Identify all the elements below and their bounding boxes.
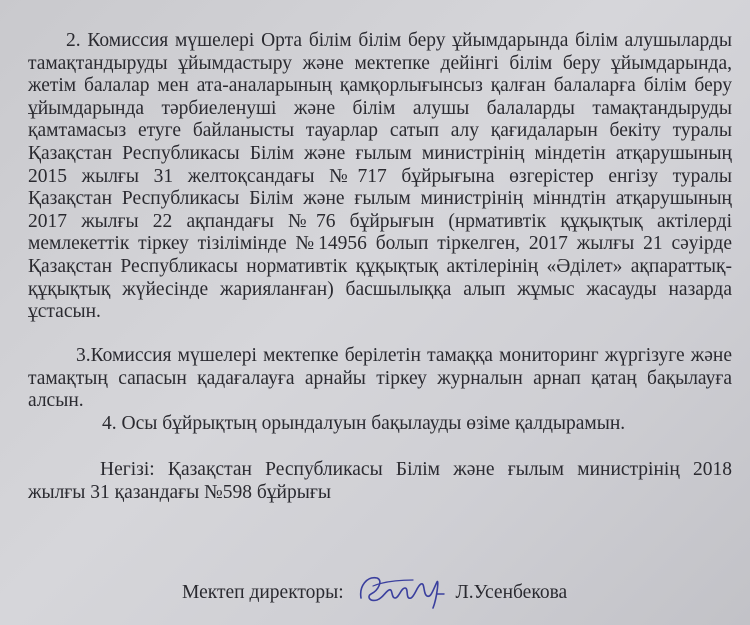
handwritten-signature — [353, 568, 445, 612]
paragraph-4: 4. Осы бұйрықтың орындалуын бақылауды өзіме қалдырамын. — [102, 413, 626, 434]
signature-block — [182, 568, 567, 612]
signatory-name: Л.Усенбекова — [455, 582, 568, 603]
signature-title: Мектеп директоры: — [182, 582, 344, 603]
paragraph-2: 2. Комиссия мүшелері Орта білім білім беру ұйымдарында білім алушыларды тамақтандыруды ұйымдастыру және мектепке дейінгі білім беру ұйымдарында, жетім балалар мен ата-аналарының қамқорлығынсыз қалған балаларға білім беру ұйымдарында тәрбиеленуші және білім алушы балаларды тамақтандыруды қамтамасыз етуге байланысты тауарлар сатып алу қағидаларын бекіту туралы Қазақстан Республикасы Білім және ғылым министрінің міндетін атқарушының 2015 жылғы 31 желтоқсандағы №717 бұйрығына өзгерістер енгізу туралы Қазақстан Республикасы Білім және ғылым министрінің мінндтін атқарушының 2017 жылғы 22 ақпандағы №76 бұйрығын (нрмативтік құқықтық актілерді мемлекеттік тіркеу тізілімінде №14956 болып тіркелген, 2017 жылғы 21 сәуірде Қазақстан Республикасы нормативтік құқықтық актілерінің «Әділет» ақпараттық-құқықтық жүйесінде жарияланған) басшылыққа алып жұмыс жасауды назарда ұстасын. — [28, 30, 732, 323]
basis-note: Негізі: Қазақстан Республикасы Білім және ғылым министрінің 2018 жылғы 31 қазандағы №598 бұйрығы — [28, 459, 732, 503]
paragraph-3: 3.Комиссия мүшелері мектепке берілетін тамаққа мониторинг жүргізуге және тамақтың сапасын қадағалауға арнайы тіркеу журналын арнап қатаң бақылауға алсын. — [28, 345, 732, 412]
